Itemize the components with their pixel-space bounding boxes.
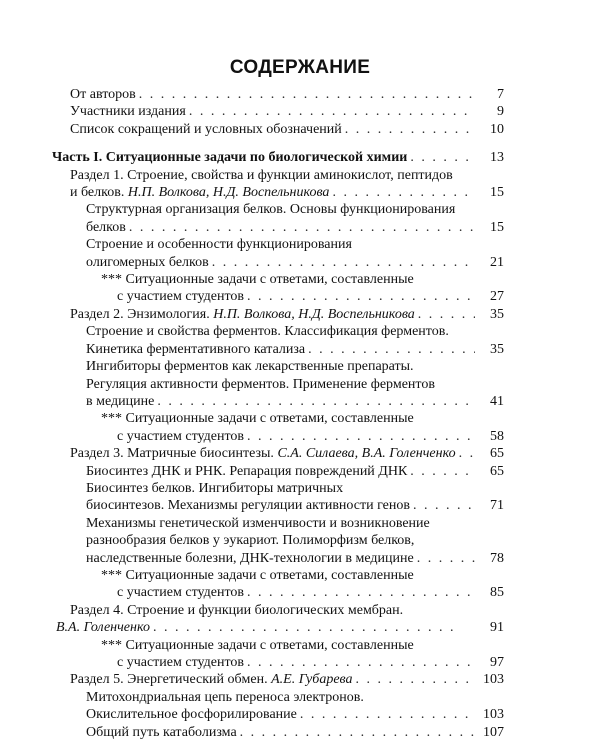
toc-authors: А.Е. Губарева xyxy=(271,672,353,688)
toc-entry-title: *** Ситуационные задачи с ответами, составленные xyxy=(101,411,414,427)
dot-leader xyxy=(189,103,475,120)
toc-entry-title-cont: разнообразия белков у эукариот. Полиморфизм белков, xyxy=(86,533,415,549)
toc-entry-title: Раздел 3. Матричные биосинтезы. С.А. Силаева, В.А. Голенченко xyxy=(70,446,456,462)
toc-entry-title: Строение и особенности функционирования xyxy=(86,237,352,253)
toc-page-number: 9 xyxy=(497,104,504,120)
toc-page-number: 13 xyxy=(490,150,504,166)
toc-page-number: 85 xyxy=(490,585,504,601)
toc-entry-title-cont: с участием студентов xyxy=(117,428,245,444)
toc-entry-title-cont: в медицине xyxy=(86,393,155,409)
toc-page-number: 10 xyxy=(490,121,504,137)
toc-page-number: 103 xyxy=(483,672,504,688)
toc-page-number: 78 xyxy=(490,550,504,566)
toc-entry-oligomeric-proteins[interactable] xyxy=(86,236,600,271)
toc-entry-enzyme-structure[interactable] xyxy=(86,323,600,358)
dot-leader xyxy=(345,121,475,138)
toc-page-number: 65 xyxy=(490,446,504,462)
toc-entry-title: Механизмы генетической изменчивости и возникновение xyxy=(86,515,430,531)
dot-leader xyxy=(332,184,475,201)
toc-entry-title: *** Ситуационные задачи с ответами, составленные xyxy=(101,567,414,583)
toc-entry-title-cont: белков xyxy=(86,219,126,235)
toc-page-number: 97 xyxy=(490,655,504,670)
toc-entry-title: Строение и свойства ферментов. Классификация ферментов. xyxy=(86,324,449,340)
toc-entry-title: Биосинтез ДНК и РНК. Репарация повреждений ДНК xyxy=(86,463,408,479)
toc-entry-title-cont: и белков. Н.П. Волкова, Н.Д. Воспельникова xyxy=(70,185,330,201)
toc-entry-title: От авторов xyxy=(70,87,136,102)
toc-entry-abbreviations[interactable] xyxy=(70,121,600,138)
dot-leader xyxy=(247,584,475,601)
toc-entry-title: *** Ситуационные задачи с ответами, составленные xyxy=(101,637,414,653)
toc-page-number: 35 xyxy=(490,306,504,322)
toc-part-title: Часть I. Ситуационные задачи по биологической химии xyxy=(52,150,408,166)
toc-page-number: 15 xyxy=(490,219,504,235)
toc-page-number: 107 xyxy=(483,724,504,740)
dot-leader xyxy=(153,619,461,636)
toc-entry-electron-transport[interactable] xyxy=(86,689,600,724)
toc-entry-title-cont: Регуляция активности ферментов. Применение ферментов xyxy=(86,376,435,392)
toc-authors: В.А. Голенченко xyxy=(56,620,150,636)
toc-authors: С.А. Силаева, В.А. Голенченко xyxy=(277,446,456,462)
toc-entry-tasks-1[interactable] xyxy=(101,271,600,306)
toc-page-number: 35 xyxy=(490,341,504,357)
toc-page-number: 65 xyxy=(490,463,504,479)
dot-leader xyxy=(300,706,475,723)
toc-entry-title: Ингибиторы ферментов как лекарственные препараты. xyxy=(86,359,414,375)
dot-leader xyxy=(410,149,475,166)
toc-entry-title-cont: с участием студентов xyxy=(117,585,245,601)
toc-page-number: 21 xyxy=(490,254,504,270)
toc-entry-title: Раздел 5. Энергетический обмен. А.Е. Губарева xyxy=(70,672,353,688)
toc-entry-tasks-4[interactable] xyxy=(101,637,600,672)
toc-entry-title: *** Ситуационные задачи с ответами, составленные xyxy=(101,272,414,288)
toc-entry-title-cont: олигомерных белков xyxy=(86,254,209,270)
toc-page-number: 7 xyxy=(497,87,504,102)
dot-leader xyxy=(410,463,475,480)
dot-leader xyxy=(157,393,475,410)
dot-leader xyxy=(139,86,475,103)
dot-leader xyxy=(417,550,475,567)
dot-leader xyxy=(308,341,475,358)
page-title: СОДЕРЖАНИЕ xyxy=(229,57,371,78)
dot-leader xyxy=(356,671,475,688)
toc-entry-part-1[interactable] xyxy=(52,149,600,166)
toc-entry-protein-biosynthesis[interactable] xyxy=(86,480,600,515)
toc-entry-title: Раздел 2. Энзимология. Н.П. Волкова, Н.Д. Воспельникова xyxy=(70,306,415,322)
table-of-contents xyxy=(0,86,600,741)
toc-page-number: 41 xyxy=(490,393,504,409)
toc-entry-title: Митохондриальная цепь переноса электронов. xyxy=(86,689,364,705)
toc-entry-section-3[interactable] xyxy=(70,445,600,462)
toc-entry-title: Раздел 1. Строение, свойства и функции аминокислот, пептидов xyxy=(70,167,453,183)
toc-entry-title-cont: биосинтезов. Механизмы регуляции активности генов xyxy=(86,498,410,514)
dot-leader xyxy=(459,445,475,462)
dot-leader xyxy=(212,254,475,271)
toc-entry-title: Общий путь катаболизма xyxy=(86,724,237,740)
dot-leader xyxy=(247,654,475,671)
dot-leader xyxy=(247,428,475,445)
toc-entry-catabolism[interactable] xyxy=(86,724,600,741)
toc-page-number: 27 xyxy=(490,289,504,305)
toc-entry-title: Участники издания xyxy=(70,104,186,120)
toc-entry-title: Список сокращений и условных обозначений xyxy=(70,121,342,137)
toc-entry-enzyme-inhibitors[interactable] xyxy=(86,358,600,410)
toc-entry-title-cont: с участием студентов xyxy=(117,289,245,305)
dot-leader xyxy=(240,724,475,741)
toc-authors: Н.П. Волкова, Н.Д. Воспельникова xyxy=(213,306,415,322)
toc-entry-dna-rna-biosynthesis[interactable] xyxy=(86,463,600,480)
toc-entry-participants[interactable] xyxy=(70,103,600,120)
toc-entry-title-cont: наследственные болезни, ДНК-технологии в медицине xyxy=(86,550,414,566)
toc-entry-section-2[interactable] xyxy=(70,306,600,323)
toc-entry-section-4[interactable] xyxy=(56,602,600,637)
toc-page-number: 71 xyxy=(490,498,504,514)
toc-page-number: 58 xyxy=(490,428,504,444)
toc-entry-section-1[interactable] xyxy=(70,167,600,202)
toc-entry-title: Структурная организация белков. Основы функционирования xyxy=(86,202,456,218)
toc-authors: Н.П. Волкова, Н.Д. Воспельникова xyxy=(127,185,330,201)
toc-page-number: 103 xyxy=(483,707,504,723)
toc-page-number: 91 xyxy=(490,620,504,636)
toc-entry-title-cont: Кинетика ферментативного катализа xyxy=(86,341,306,357)
toc-entry-tasks-3[interactable] xyxy=(101,567,600,602)
toc-entry-title-cont: с участием студентов xyxy=(117,655,245,670)
toc-entry-from-authors[interactable] xyxy=(70,86,600,103)
dot-leader xyxy=(129,219,475,236)
toc-entry-title-cont: Окислительное фосфорилирование xyxy=(86,707,297,723)
dot-leader xyxy=(418,306,475,323)
toc-entry-genetic-variability[interactable] xyxy=(86,515,600,567)
dot-leader xyxy=(247,288,475,305)
toc-entry-section-5[interactable] xyxy=(70,671,600,688)
dot-leader xyxy=(413,497,475,514)
toc-entry-tasks-2[interactable] xyxy=(101,410,600,445)
toc-page-number: 15 xyxy=(490,185,504,201)
toc-entry-title: Биосинтез белков. Ингибиторы матричных xyxy=(86,480,344,496)
toc-entry-title: Раздел 4. Строение и функции биологических мембран. xyxy=(70,602,404,618)
toc-entry-protein-structure[interactable] xyxy=(86,201,600,236)
